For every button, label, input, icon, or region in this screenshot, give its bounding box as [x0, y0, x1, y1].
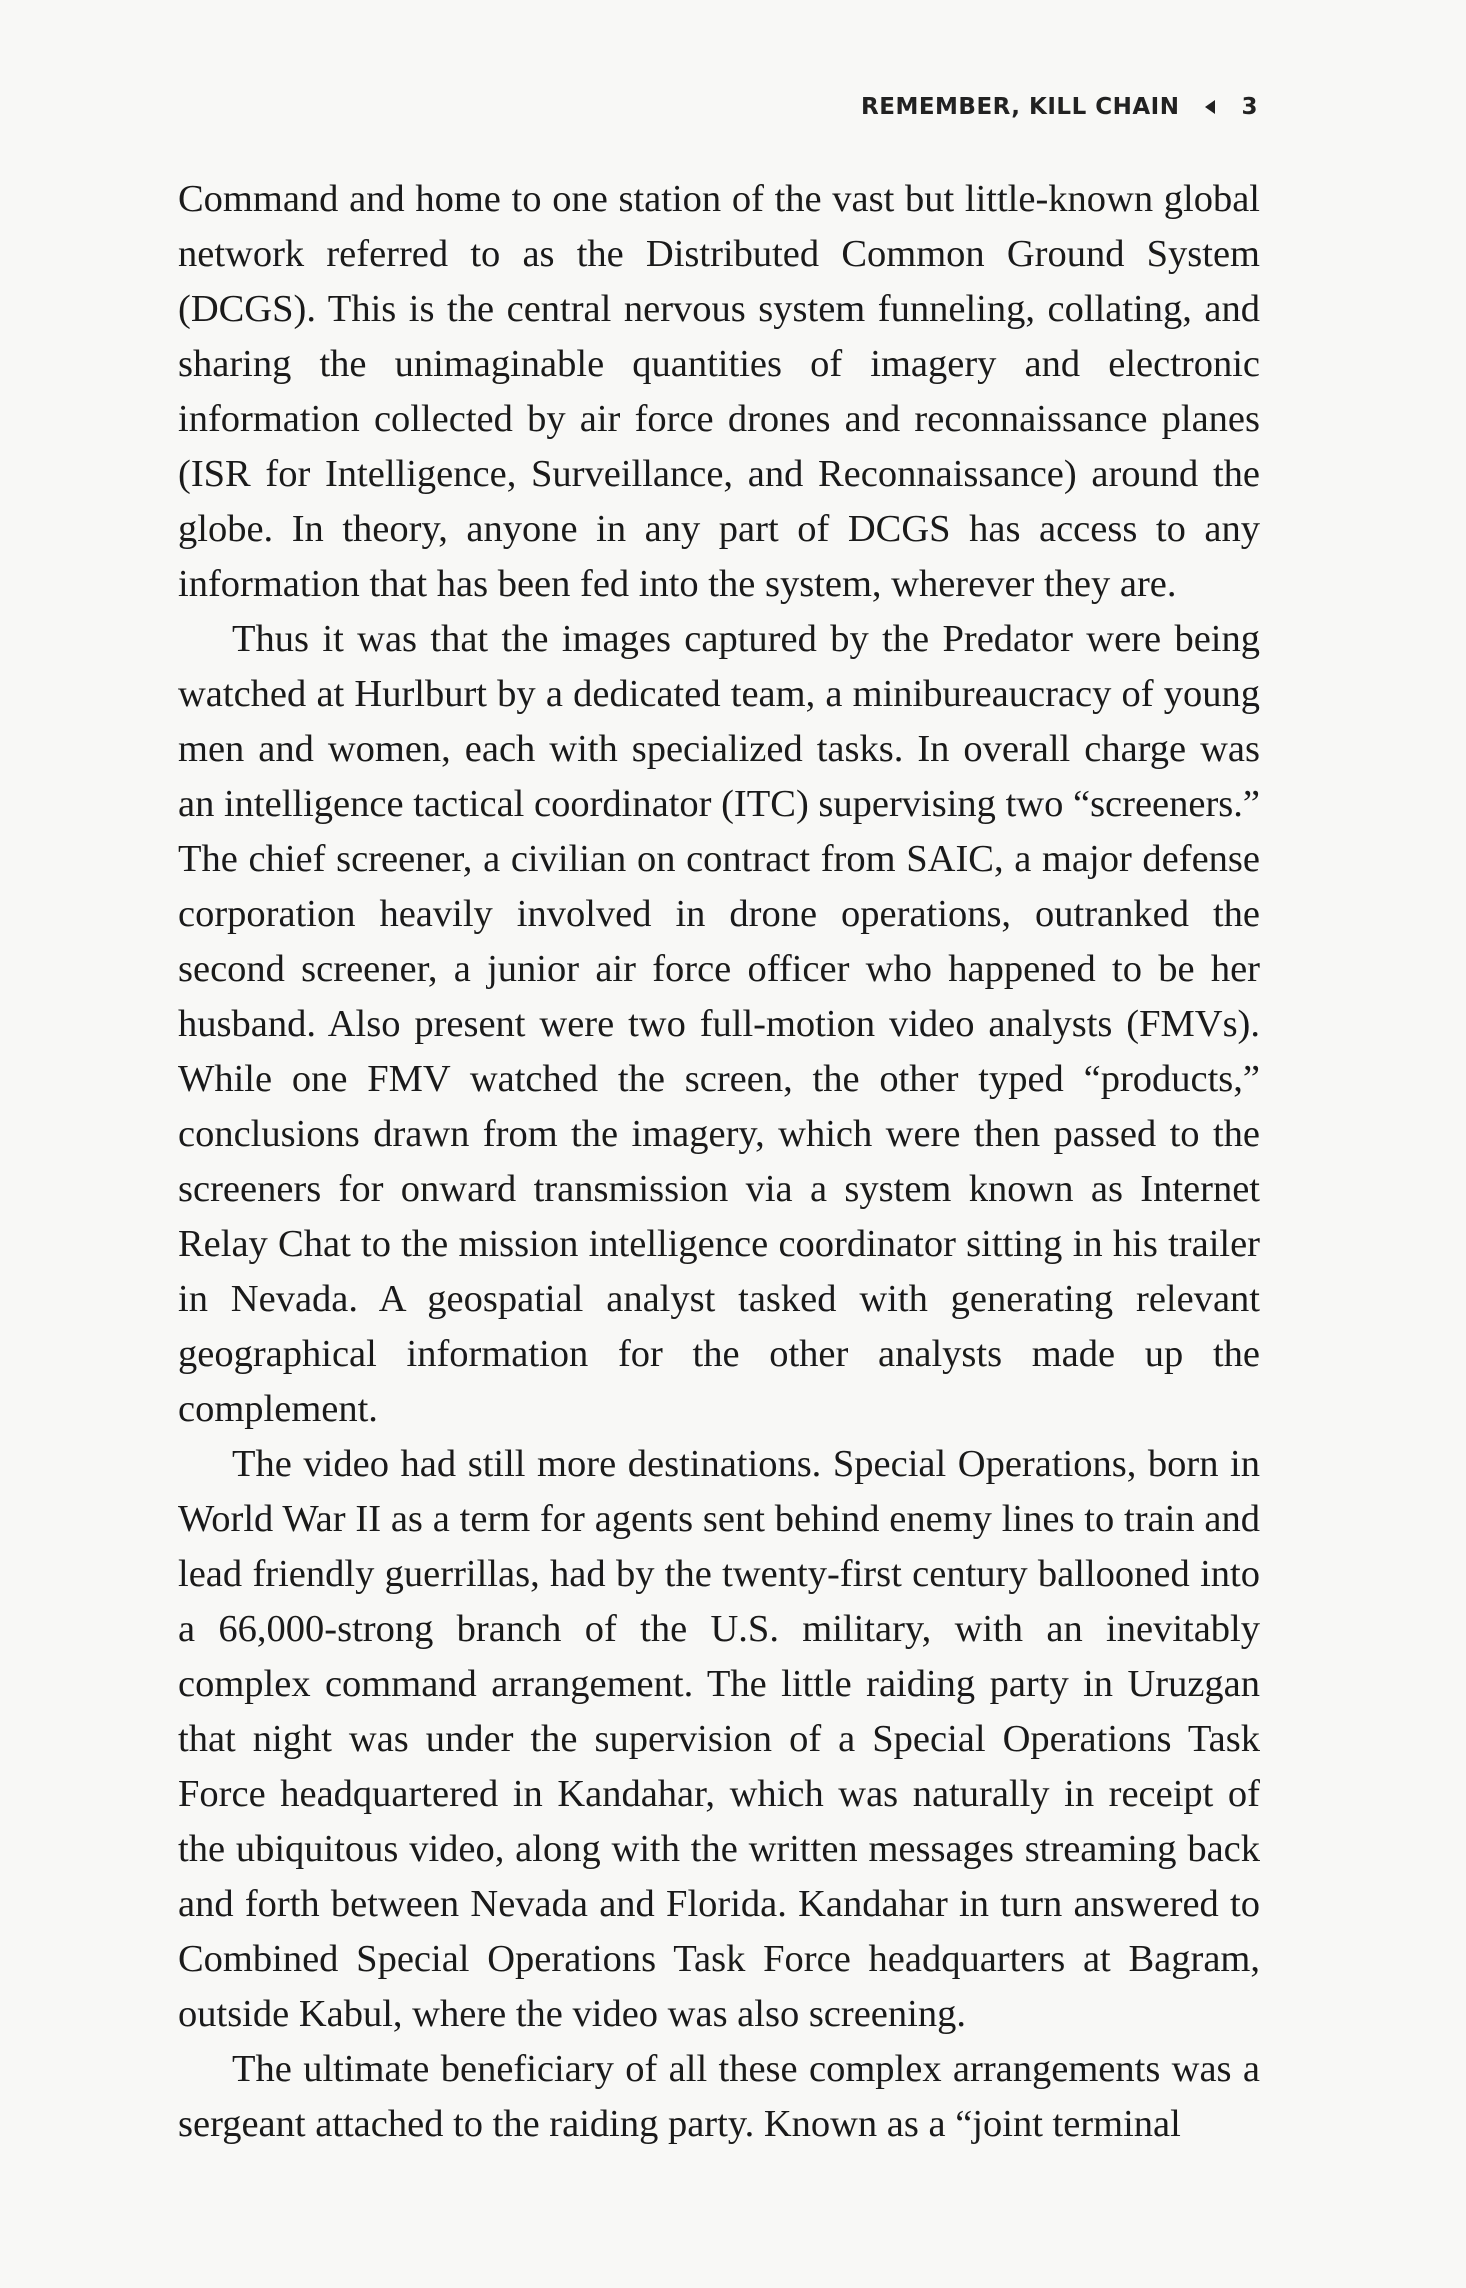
paragraph-2: Thus it was that the images captured by the Predator were being watched at Hurlburt by a dedicated team, a minibureaucracy of young men and women, each with specialized tasks. In overall charge was an intelligence tactical coordinator (ITC) supervising two “screeners.” The chief screener, a civilian on contract from SAIC, a major defense corporation heavily involved in drone operations, outranked the second screener, a junior air force officer who happened to be her husband. Also present were two full-motion video analysts (FMVs). While one FMV watched the screen, the other typed “products,” conclusions drawn from the imagery, which were then passed to the screeners for onward transmission via a system known as Internet Relay Chat to the mission intelligence coordinator sitting in his trailer in Nevada. A geospatial analyst tasked with generating relevant geographical information for the other analysts made up the complement. — [178, 618, 1260, 1430]
running-head-title: REMEMBER, KILL CHAIN — [861, 94, 1180, 120]
body-text — [178, 172, 1260, 2152]
paragraph-1: Command and home to one station of the vast but little-known global network referred to as the Distributed Common Ground System (DCGS). This is the central nervous system funneling, collating, and sharing the unimaginable quantities of imagery and electronic information collected by air force drones and reconnaissance planes (ISR for Intelligence, Surveillance, and Reconnaissance) around the globe. In theory, anyone in any part of DCGS has access to any information that has been fed into the system, wherever they are. — [178, 178, 1260, 605]
left-arrow-icon — [1205, 100, 1215, 114]
page-number: 3 — [1241, 94, 1258, 120]
paragraph-4: The ultimate beneficiary of all these complex arrangements was a sergeant attached to the raiding party. Known as a “joint terminal — [178, 2048, 1260, 2145]
paragraph-3: The video had still more destinations. Special Operations, born in World War II as a term for agents sent behind enemy lines to train and lead friendly guerrillas, had by the twenty-first century ballooned into a 66,000-strong branch of the U.S. military, with an inevitably complex command arrangement. The little raiding party in Uruzgan that night was under the supervision of a Special Operations Task Force headquartered in Kandahar, which was naturally in receipt of the ubiquitous video, along with the written messages streaming back and forth between Nevada and Florida. Kandahar in turn answered to Combined Special Operations Task Force headquarters at Bagram, outside Kabul, where the video was also screening. — [178, 1443, 1260, 2035]
running-head — [861, 94, 1258, 120]
